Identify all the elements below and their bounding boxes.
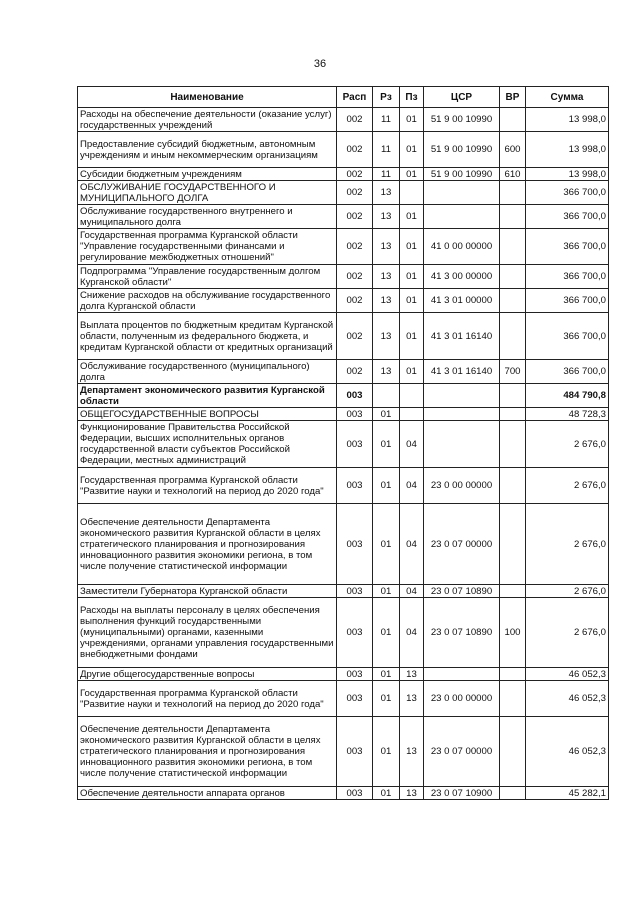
row-csr: 41 3 01 16140 xyxy=(424,360,500,384)
row-sum: 2 676,0 xyxy=(526,598,609,668)
page-number: 36 xyxy=(313,58,327,70)
row-rz: 01 xyxy=(373,408,400,421)
row-rasp: 003 xyxy=(337,668,373,681)
row-csr: 41 3 01 00000 xyxy=(424,289,500,313)
row-vr xyxy=(500,717,526,787)
row-pz: 04 xyxy=(400,468,424,504)
row-sum: 366 700,0 xyxy=(526,181,609,205)
budget-table xyxy=(77,86,609,800)
row-pz: 01 xyxy=(400,360,424,384)
table-row xyxy=(78,384,609,408)
table-row xyxy=(78,168,609,181)
row-rasp: 003 xyxy=(337,504,373,585)
row-pz: 01 xyxy=(400,108,424,132)
row-rasp: 002 xyxy=(337,265,373,289)
row-vr xyxy=(500,681,526,717)
row-name: ОБЩЕГОСУДАРСТВЕННЫЕ ВОПРОСЫ xyxy=(78,408,337,421)
row-csr xyxy=(424,205,500,229)
row-rasp: 003 xyxy=(337,468,373,504)
row-rasp: 003 xyxy=(337,787,373,800)
row-sum: 46 052,3 xyxy=(526,717,609,787)
row-csr: 23 0 07 00000 xyxy=(424,717,500,787)
row-sum: 48 728,3 xyxy=(526,408,609,421)
row-name: Заместители Губернатора Курганской области xyxy=(78,585,337,598)
row-pz: 04 xyxy=(400,504,424,585)
row-csr: 51 9 00 10990 xyxy=(424,168,500,181)
row-rasp: 002 xyxy=(337,132,373,168)
row-pz xyxy=(400,408,424,421)
table-row xyxy=(78,205,609,229)
row-sum: 366 700,0 xyxy=(526,265,609,289)
row-vr xyxy=(500,668,526,681)
row-csr: 23 0 07 10900 xyxy=(424,787,500,800)
row-rasp: 003 xyxy=(337,421,373,468)
row-pz: 01 xyxy=(400,132,424,168)
row-pz: 13 xyxy=(400,681,424,717)
header-sum: Сумма xyxy=(526,87,609,108)
row-rasp: 002 xyxy=(337,168,373,181)
row-name: Расходы на выплаты персоналу в целях обеспечения выполнения функций государственными (муниципальными) органами, казенными учреждениями, органами управления государственными внебюджетными фондами xyxy=(78,598,337,668)
row-sum: 366 700,0 xyxy=(526,229,609,265)
row-vr xyxy=(500,265,526,289)
row-sum: 13 998,0 xyxy=(526,168,609,181)
row-sum: 13 998,0 xyxy=(526,108,609,132)
table-row xyxy=(78,108,609,132)
row-sum: 46 052,3 xyxy=(526,681,609,717)
row-csr: 23 0 00 00000 xyxy=(424,681,500,717)
row-sum: 2 676,0 xyxy=(526,468,609,504)
row-rz: 13 xyxy=(373,181,400,205)
row-csr xyxy=(424,668,500,681)
row-sum: 2 676,0 xyxy=(526,421,609,468)
table-row xyxy=(78,668,609,681)
table-row xyxy=(78,717,609,787)
row-rasp: 003 xyxy=(337,585,373,598)
row-vr xyxy=(500,313,526,360)
table-row xyxy=(78,289,609,313)
row-csr: 23 0 07 00000 xyxy=(424,504,500,585)
row-csr: 41 0 00 00000 xyxy=(424,229,500,265)
row-rz: 13 xyxy=(373,289,400,313)
header-rz: Рз xyxy=(373,87,400,108)
row-rasp: 003 xyxy=(337,717,373,787)
header-pz: Пз xyxy=(400,87,424,108)
table-row xyxy=(78,408,609,421)
row-vr xyxy=(500,384,526,408)
row-sum: 366 700,0 xyxy=(526,313,609,360)
header-rasp: Расп xyxy=(337,87,373,108)
row-rz: 01 xyxy=(373,421,400,468)
row-pz: 04 xyxy=(400,598,424,668)
row-name: Другие общегосударственные вопросы xyxy=(78,668,337,681)
row-name: Государственная программа Курганской области "Развитие науки и технологий на период до 2020 года" xyxy=(78,681,337,717)
table-row xyxy=(78,229,609,265)
row-rz: 11 xyxy=(373,108,400,132)
row-rz: 13 xyxy=(373,265,400,289)
row-csr: 23 0 07 10890 xyxy=(424,598,500,668)
row-name: Департамент экономического развития Курганской области xyxy=(78,384,337,408)
row-vr xyxy=(500,585,526,598)
row-csr: 23 0 00 00000 xyxy=(424,468,500,504)
row-pz xyxy=(400,181,424,205)
row-sum: 366 700,0 xyxy=(526,360,609,384)
row-rz xyxy=(373,384,400,408)
row-name: Расходы на обеспечение деятельности (оказание услуг) государственных учреждений xyxy=(78,108,337,132)
row-name: Функционирование Правительства Российской Федерации, высших исполнительных органов государственной власти субъектов Российской Федерации, местных администраций xyxy=(78,421,337,468)
table-row xyxy=(78,598,609,668)
row-sum: 45 282,1 xyxy=(526,787,609,800)
table-row xyxy=(78,181,609,205)
row-name: Обслуживание государственного внутреннего и муниципального долга xyxy=(78,205,337,229)
row-vr: 700 xyxy=(500,360,526,384)
header-csr: ЦСР xyxy=(424,87,500,108)
row-rasp: 003 xyxy=(337,681,373,717)
table-header-row xyxy=(78,87,609,108)
row-pz: 01 xyxy=(400,205,424,229)
row-pz: 01 xyxy=(400,168,424,181)
row-rz: 01 xyxy=(373,717,400,787)
row-name: Предоставление субсидий бюджетным, автономным учреждениям и иным некоммерческим организациям xyxy=(78,132,337,168)
row-rz: 13 xyxy=(373,205,400,229)
table-row xyxy=(78,468,609,504)
table-row xyxy=(78,421,609,468)
row-csr: 41 3 01 16140 xyxy=(424,313,500,360)
row-sum: 2 676,0 xyxy=(526,585,609,598)
row-rasp: 002 xyxy=(337,229,373,265)
row-name: Подпрограмма "Управление государственным долгом Курганской области" xyxy=(78,265,337,289)
row-csr: 41 3 00 00000 xyxy=(424,265,500,289)
row-vr xyxy=(500,289,526,313)
row-rasp: 002 xyxy=(337,360,373,384)
row-csr xyxy=(424,384,500,408)
row-pz: 04 xyxy=(400,585,424,598)
row-rz: 01 xyxy=(373,668,400,681)
row-name: Государственная программа Курганской области "Развитие науки и технологий на период до 2020 года" xyxy=(78,468,337,504)
row-name: Обслуживание государственного (муниципального) долга xyxy=(78,360,337,384)
row-name: Снижение расходов на обслуживание государственного долга Курганской области xyxy=(78,289,337,313)
row-name: Государственная программа Курганской области "Управление государственными финансами и регулирование межбюджетных отношений" xyxy=(78,229,337,265)
header-name: Наименование xyxy=(78,87,337,108)
row-pz: 01 xyxy=(400,313,424,360)
row-vr xyxy=(500,205,526,229)
row-sum: 366 700,0 xyxy=(526,205,609,229)
row-rasp: 002 xyxy=(337,108,373,132)
row-vr xyxy=(500,408,526,421)
row-vr xyxy=(500,787,526,800)
row-rz: 13 xyxy=(373,229,400,265)
row-csr xyxy=(424,181,500,205)
row-vr xyxy=(500,229,526,265)
row-vr xyxy=(500,181,526,205)
row-pz: 13 xyxy=(400,668,424,681)
row-rz: 01 xyxy=(373,681,400,717)
row-rz: 01 xyxy=(373,468,400,504)
row-rz: 01 xyxy=(373,787,400,800)
table-row xyxy=(78,585,609,598)
row-rasp: 002 xyxy=(337,205,373,229)
row-pz: 01 xyxy=(400,229,424,265)
table-row xyxy=(78,787,609,800)
row-rasp: 002 xyxy=(337,289,373,313)
row-sum: 46 052,3 xyxy=(526,668,609,681)
row-csr: 23 0 07 10890 xyxy=(424,585,500,598)
table-row xyxy=(78,313,609,360)
row-sum: 366 700,0 xyxy=(526,289,609,313)
row-vr: 100 xyxy=(500,598,526,668)
row-csr: 51 9 00 10990 xyxy=(424,132,500,168)
row-rz: 11 xyxy=(373,168,400,181)
row-sum: 2 676,0 xyxy=(526,504,609,585)
row-vr xyxy=(500,504,526,585)
row-vr: 610 xyxy=(500,168,526,181)
row-vr xyxy=(500,108,526,132)
row-name: Обеспечение деятельности аппарата органов xyxy=(78,787,337,800)
table-row xyxy=(78,504,609,585)
row-rasp: 002 xyxy=(337,181,373,205)
table-row xyxy=(78,681,609,717)
row-rasp: 003 xyxy=(337,384,373,408)
row-pz xyxy=(400,384,424,408)
row-name: Обеспечение деятельности Департамента экономического развития Курганской области в целях стратегического планирования и прогнозирования инновационного развития экономики региона, в том числе получение статистической информации xyxy=(78,504,337,585)
row-rz: 11 xyxy=(373,132,400,168)
row-rz: 01 xyxy=(373,585,400,598)
row-sum: 484 790,8 xyxy=(526,384,609,408)
row-rasp: 003 xyxy=(337,598,373,668)
row-pz: 04 xyxy=(400,421,424,468)
row-rz: 13 xyxy=(373,360,400,384)
row-pz: 01 xyxy=(400,265,424,289)
row-pz: 13 xyxy=(400,717,424,787)
table-body xyxy=(78,108,609,800)
row-vr: 600 xyxy=(500,132,526,168)
row-csr: 51 9 00 10990 xyxy=(424,108,500,132)
row-csr xyxy=(424,421,500,468)
row-rz: 01 xyxy=(373,598,400,668)
row-pz: 01 xyxy=(400,289,424,313)
row-vr xyxy=(500,421,526,468)
row-pz: 13 xyxy=(400,787,424,800)
row-rz: 13 xyxy=(373,313,400,360)
table-row xyxy=(78,360,609,384)
header-vr: ВР xyxy=(500,87,526,108)
row-csr xyxy=(424,408,500,421)
row-rz: 01 xyxy=(373,504,400,585)
row-sum: 13 998,0 xyxy=(526,132,609,168)
row-name: ОБСЛУЖИВАНИЕ ГОСУДАРСТВЕННОГО И МУНИЦИПАЛЬНОГО ДОЛГА xyxy=(78,181,337,205)
table-row xyxy=(78,265,609,289)
row-name: Субсидии бюджетным учреждениям xyxy=(78,168,337,181)
row-name: Выплата процентов по бюджетным кредитам Курганской области, полученным из федерального бюджета, и кредитам Курганской области от кредитных организаций xyxy=(78,313,337,360)
table-row xyxy=(78,132,609,168)
row-name: Обеспечение деятельности Департамента экономического развития Курганской области в целях стратегического планирования и прогнозирования инновационного развития экономики региона, в том числе получение статистической информации xyxy=(78,717,337,787)
row-rasp: 002 xyxy=(337,313,373,360)
row-rasp: 003 xyxy=(337,408,373,421)
row-vr xyxy=(500,468,526,504)
